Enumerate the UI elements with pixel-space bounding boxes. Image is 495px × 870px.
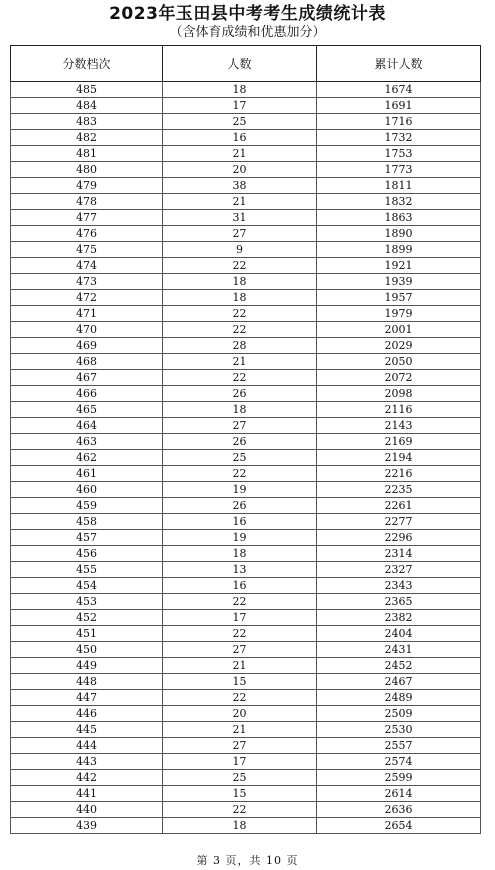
table-row <box>11 626 481 642</box>
cell-count: 27 <box>163 418 317 434</box>
cell-count: 22 <box>163 626 317 642</box>
cell-score-level: 441 <box>11 786 163 802</box>
table-row <box>11 722 481 738</box>
cell-count: 27 <box>163 642 317 658</box>
cell-score-level: 454 <box>11 578 163 594</box>
cell-score-level: 463 <box>11 434 163 450</box>
cell-cumulative-count: 2261 <box>317 498 481 514</box>
cell-cumulative-count: 1811 <box>317 178 481 194</box>
table-row <box>11 354 481 370</box>
cell-score-level: 458 <box>11 514 163 530</box>
cell-score-level: 462 <box>11 450 163 466</box>
cell-score-level: 466 <box>11 386 163 402</box>
cell-score-level: 451 <box>11 626 163 642</box>
cell-count: 22 <box>163 306 317 322</box>
table-row <box>11 498 481 514</box>
cell-count: 18 <box>163 290 317 306</box>
cell-score-level: 484 <box>11 98 163 114</box>
cell-count: 22 <box>163 466 317 482</box>
cell-cumulative-count: 1732 <box>317 130 481 146</box>
cell-count: 21 <box>163 354 317 370</box>
table-row <box>11 642 481 658</box>
cell-count: 27 <box>163 226 317 242</box>
cell-score-level: 461 <box>11 466 163 482</box>
cell-count: 21 <box>163 194 317 210</box>
cell-count: 27 <box>163 738 317 754</box>
cell-cumulative-count: 2235 <box>317 482 481 498</box>
cell-count: 21 <box>163 146 317 162</box>
cell-count: 16 <box>163 578 317 594</box>
cell-cumulative-count: 1753 <box>317 146 481 162</box>
cell-count: 31 <box>163 210 317 226</box>
table-row <box>11 114 481 130</box>
table-row <box>11 418 481 434</box>
table-row <box>11 242 481 258</box>
cell-count: 22 <box>163 690 317 706</box>
cell-score-level: 476 <box>11 226 163 242</box>
cell-cumulative-count: 1773 <box>317 162 481 178</box>
table-row <box>11 578 481 594</box>
table-row <box>11 130 481 146</box>
table-row <box>11 306 481 322</box>
table-row <box>11 290 481 306</box>
cell-cumulative-count: 1957 <box>317 290 481 306</box>
table-row <box>11 258 481 274</box>
table-row <box>11 450 481 466</box>
table-row <box>11 754 481 770</box>
cell-cumulative-count: 1899 <box>317 242 481 258</box>
cell-count: 28 <box>163 338 317 354</box>
cell-score-level: 478 <box>11 194 163 210</box>
cell-cumulative-count: 2072 <box>317 370 481 386</box>
cell-count: 25 <box>163 770 317 786</box>
table-row <box>11 434 481 450</box>
cell-cumulative-count: 1890 <box>317 226 481 242</box>
cell-cumulative-count: 2365 <box>317 594 481 610</box>
cell-count: 18 <box>163 402 317 418</box>
cell-score-level: 479 <box>11 178 163 194</box>
cell-score-level: 472 <box>11 290 163 306</box>
cell-count: 18 <box>163 274 317 290</box>
cell-score-level: 483 <box>11 114 163 130</box>
table-row <box>11 322 481 338</box>
cell-cumulative-count: 2343 <box>317 578 481 594</box>
cell-score-level: 482 <box>11 130 163 146</box>
cell-score-level: 457 <box>11 530 163 546</box>
cell-score-level: 439 <box>11 818 163 834</box>
cell-cumulative-count: 2216 <box>317 466 481 482</box>
cell-count: 20 <box>163 162 317 178</box>
cell-cumulative-count: 2116 <box>317 402 481 418</box>
cell-cumulative-count: 2636 <box>317 802 481 818</box>
cell-cumulative-count: 2614 <box>317 786 481 802</box>
cell-cumulative-count: 2431 <box>317 642 481 658</box>
cell-cumulative-count: 2169 <box>317 434 481 450</box>
cell-cumulative-count: 2654 <box>317 818 481 834</box>
table-row <box>11 770 481 786</box>
cell-count: 18 <box>163 546 317 562</box>
cell-score-level: 477 <box>11 210 163 226</box>
table-row <box>11 386 481 402</box>
cell-score-level: 449 <box>11 658 163 674</box>
table-row <box>11 210 481 226</box>
cell-cumulative-count: 2557 <box>317 738 481 754</box>
table-row <box>11 194 481 210</box>
cell-cumulative-count: 2029 <box>317 338 481 354</box>
table-body <box>11 82 481 834</box>
cell-score-level: 459 <box>11 498 163 514</box>
cell-cumulative-count: 2314 <box>317 546 481 562</box>
header-score-level: 分数档次 <box>11 46 163 82</box>
table-row <box>11 82 481 98</box>
cell-count: 22 <box>163 594 317 610</box>
cell-cumulative-count: 2277 <box>317 514 481 530</box>
cell-count: 15 <box>163 674 317 690</box>
table-row <box>11 338 481 354</box>
table-row <box>11 530 481 546</box>
cell-count: 22 <box>163 370 317 386</box>
table-row <box>11 690 481 706</box>
cell-count: 26 <box>163 386 317 402</box>
cell-score-level: 474 <box>11 258 163 274</box>
table-row <box>11 162 481 178</box>
document-title: 2023年玉田县中考考生成绩统计表 <box>109 4 386 24</box>
cell-cumulative-count: 1674 <box>317 82 481 98</box>
table-row <box>11 802 481 818</box>
cell-score-level: 450 <box>11 642 163 658</box>
cell-count: 19 <box>163 482 317 498</box>
cell-count: 19 <box>163 530 317 546</box>
table-row <box>11 466 481 482</box>
cell-count: 17 <box>163 98 317 114</box>
cell-cumulative-count: 1921 <box>317 258 481 274</box>
cell-score-level: 443 <box>11 754 163 770</box>
cell-count: 18 <box>163 82 317 98</box>
table-row <box>11 674 481 690</box>
cell-cumulative-count: 2509 <box>317 706 481 722</box>
cell-count: 26 <box>163 434 317 450</box>
cell-cumulative-count: 2050 <box>317 354 481 370</box>
table-row <box>11 818 481 834</box>
cell-cumulative-count: 2194 <box>317 450 481 466</box>
cell-count: 9 <box>163 242 317 258</box>
cell-count: 16 <box>163 514 317 530</box>
cell-score-level: 447 <box>11 690 163 706</box>
cell-score-level: 440 <box>11 802 163 818</box>
document-subtitle: （含体育成绩和优惠加分） <box>169 25 326 40</box>
cell-count: 26 <box>163 498 317 514</box>
table-row <box>11 482 481 498</box>
cell-score-level: 445 <box>11 722 163 738</box>
cell-score-level: 467 <box>11 370 163 386</box>
cell-score-level: 475 <box>11 242 163 258</box>
cell-score-level: 442 <box>11 770 163 786</box>
header-count: 人数 <box>163 46 317 82</box>
cell-cumulative-count: 2530 <box>317 722 481 738</box>
table-row <box>11 178 481 194</box>
cell-score-level: 473 <box>11 274 163 290</box>
table-row <box>11 562 481 578</box>
cell-score-level: 481 <box>11 146 163 162</box>
cell-cumulative-count: 2599 <box>317 770 481 786</box>
cell-score-level: 471 <box>11 306 163 322</box>
cell-count: 17 <box>163 610 317 626</box>
cell-score-level: 468 <box>11 354 163 370</box>
cell-cumulative-count: 1691 <box>317 98 481 114</box>
table-row <box>11 146 481 162</box>
table-row <box>11 706 481 722</box>
table-row <box>11 610 481 626</box>
cell-score-level: 448 <box>11 674 163 690</box>
cell-cumulative-count: 2574 <box>317 754 481 770</box>
cell-score-level: 469 <box>11 338 163 354</box>
table-row <box>11 594 481 610</box>
cell-score-level: 455 <box>11 562 163 578</box>
cell-count: 21 <box>163 722 317 738</box>
cell-count: 15 <box>163 786 317 802</box>
cell-score-level: 460 <box>11 482 163 498</box>
cell-cumulative-count: 1832 <box>317 194 481 210</box>
cell-score-level: 480 <box>11 162 163 178</box>
cell-score-level: 456 <box>11 546 163 562</box>
cell-cumulative-count: 1863 <box>317 210 481 226</box>
table-row <box>11 786 481 802</box>
cell-cumulative-count: 2327 <box>317 562 481 578</box>
cell-count: 18 <box>163 818 317 834</box>
table-row <box>11 658 481 674</box>
page-footer: 第 3 页，共 10 页 <box>196 854 299 867</box>
cell-count: 17 <box>163 754 317 770</box>
table-row <box>11 226 481 242</box>
cell-cumulative-count: 2098 <box>317 386 481 402</box>
cell-count: 21 <box>163 658 317 674</box>
cell-cumulative-count: 2489 <box>317 690 481 706</box>
cell-count: 22 <box>163 802 317 818</box>
cell-cumulative-count: 2467 <box>317 674 481 690</box>
score-statistics-table <box>10 45 481 834</box>
cell-count: 20 <box>163 706 317 722</box>
header-cumulative-count: 累计人数 <box>317 46 481 82</box>
cell-cumulative-count: 2382 <box>317 610 481 626</box>
cell-cumulative-count: 1939 <box>317 274 481 290</box>
table-row <box>11 274 481 290</box>
cell-cumulative-count: 1716 <box>317 114 481 130</box>
cell-cumulative-count: 2404 <box>317 626 481 642</box>
cell-score-level: 452 <box>11 610 163 626</box>
table-row <box>11 402 481 418</box>
table-row <box>11 514 481 530</box>
cell-score-level: 470 <box>11 322 163 338</box>
cell-score-level: 485 <box>11 82 163 98</box>
cell-score-level: 465 <box>11 402 163 418</box>
table-header-row <box>11 46 481 82</box>
cell-score-level: 453 <box>11 594 163 610</box>
table-row <box>11 738 481 754</box>
cell-count: 25 <box>163 450 317 466</box>
cell-count: 25 <box>163 114 317 130</box>
table-row <box>11 98 481 114</box>
cell-cumulative-count: 2452 <box>317 658 481 674</box>
cell-score-level: 444 <box>11 738 163 754</box>
cell-cumulative-count: 2143 <box>317 418 481 434</box>
table-row <box>11 370 481 386</box>
cell-count: 16 <box>163 130 317 146</box>
cell-cumulative-count: 2001 <box>317 322 481 338</box>
cell-cumulative-count: 1979 <box>317 306 481 322</box>
cell-count: 22 <box>163 322 317 338</box>
table-row <box>11 546 481 562</box>
cell-count: 38 <box>163 178 317 194</box>
cell-cumulative-count: 2296 <box>317 530 481 546</box>
cell-count: 13 <box>163 562 317 578</box>
cell-score-level: 446 <box>11 706 163 722</box>
cell-score-level: 464 <box>11 418 163 434</box>
cell-count: 22 <box>163 258 317 274</box>
